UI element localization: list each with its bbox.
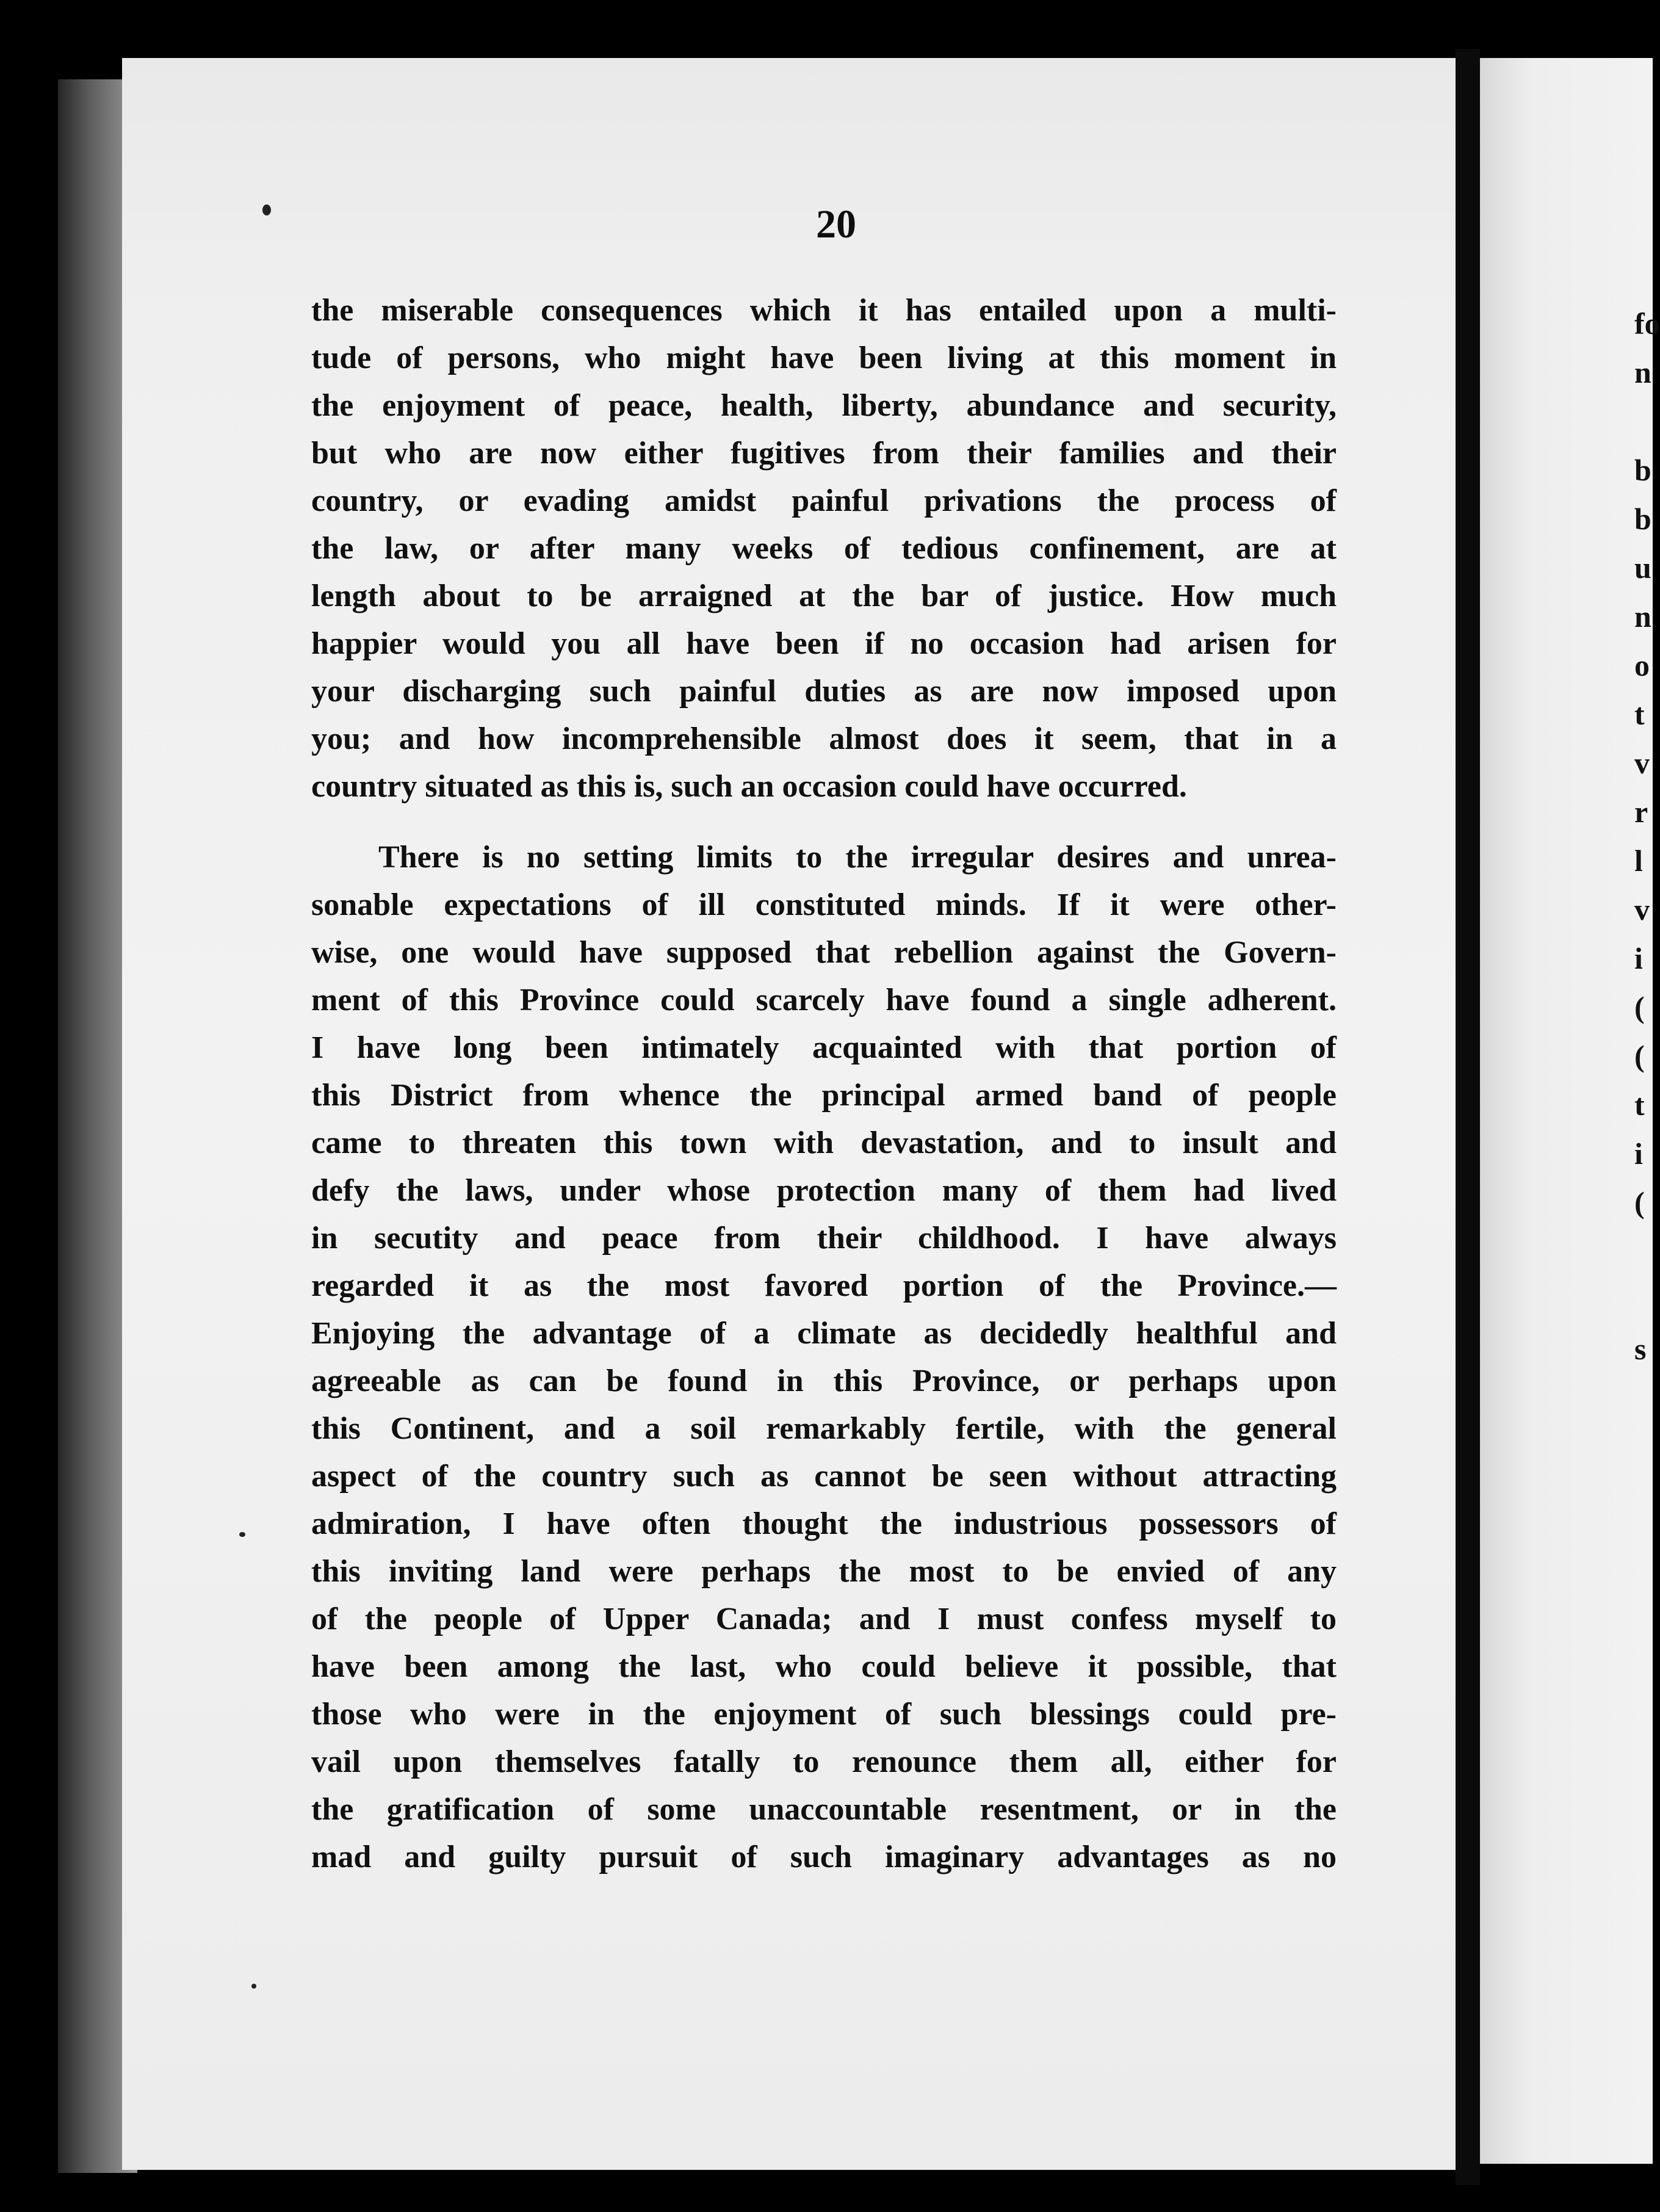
text-line: this District from whence the principal armed band of people (311, 1078, 1337, 1113)
text-line: sonable expectations of ill constituted minds. If it were other- (311, 887, 1337, 922)
text-line: the enjoyment of peace, health, liberty, abundance and security, (311, 388, 1337, 423)
facing-page-letter: l (1634, 844, 1643, 878)
text-line: your discharging such painful duties as are now imposed upon (311, 674, 1337, 709)
text-line: I have long been intimately acquainted with that portion of (311, 1030, 1337, 1065)
facing-page-letter: b (1634, 453, 1651, 487)
facing-page-letter (1634, 397, 1653, 446)
text-line: aspect of the country such as cannot be seen without attracting (311, 1459, 1337, 1494)
text-line: of the people of Upper Canada; and I must confess myself to (311, 1602, 1337, 1636)
facing-page-letter: n (1634, 599, 1651, 634)
text-line: the gratification of some unaccountable resentment, or in the (311, 1792, 1337, 1827)
text-line: the miserable consequences which it has entailed upon a multi- (311, 293, 1337, 328)
text-line: Enjoying the advantage of a climate as decidedly healthful and (311, 1316, 1337, 1351)
text-line: length about to be arraigned at the bar of justice. How much (311, 579, 1337, 613)
facing-page-text-fragments (1634, 299, 1660, 1373)
text-line: regarded it as the most favored portion of the Province.— (311, 1268, 1337, 1303)
ink-speck (251, 1984, 256, 1989)
text-line: There is no setting limits to the irregular desires and unrea- (378, 840, 1337, 875)
facing-page-letter: t (1634, 697, 1645, 731)
facing-page-letter: o (1634, 648, 1650, 682)
text-line: came to threaten this town with devastation, and to insult and (311, 1126, 1337, 1160)
facing-page-letter (1634, 1227, 1653, 1276)
text-line: the law, or after many weeks of tedious confinement, are at (311, 531, 1337, 566)
text-line: agreeable as can be found in this Province, or perhaps upon (311, 1364, 1337, 1398)
text-line: defy the laws, under whose protection many of them had lived (311, 1173, 1337, 1208)
facing-page-letter: ( (1634, 1039, 1645, 1073)
text-line: country, or evading amidst painful privations the process of (311, 483, 1337, 518)
page-number: 20 (816, 202, 856, 247)
text-line: ment of this Province could scarcely have found a single adherent. (311, 983, 1337, 1017)
ink-speck (262, 204, 271, 215)
text-line: this Continent, and a soil remarkably fertile, with the general (311, 1411, 1337, 1446)
text-line: admiration, I have often thought the industrious possessors of (311, 1506, 1337, 1541)
text-line: country situated as this is, such an occasion could have occurred. (311, 769, 1187, 804)
facing-page-letter: i (1634, 941, 1643, 975)
facing-page-letter: v (1634, 746, 1650, 780)
facing-page-letter: ( (1634, 990, 1645, 1024)
book-gutter (1456, 49, 1480, 2185)
paragraph (311, 287, 1337, 811)
facing-page-letter: v (1634, 892, 1650, 927)
facing-page-letter: r (1634, 795, 1648, 829)
text-line: have been among the last, who could believe it possible, that (311, 1649, 1337, 1684)
text-line: you; and how incomprehensible almost does it seem, that in a (311, 721, 1337, 756)
facing-page-letter: u (1634, 551, 1651, 585)
facing-page-letter: t (1634, 1088, 1645, 1122)
facing-page-letter: s (1634, 1332, 1647, 1366)
text-line: happier would you all have been if no occasion had arisen for (311, 626, 1337, 661)
text-line: but who are now either fugitives from their families and their (311, 436, 1337, 471)
text-line: wise, one would have supposed that rebellion against the Govern- (311, 935, 1337, 970)
facing-page-letter: ( (1634, 1185, 1645, 1220)
ink-speck (239, 1532, 245, 1537)
facing-page-letter: i (1634, 1137, 1643, 1171)
text-line: in secutity and peace from their childhood. I have always (311, 1221, 1337, 1256)
facing-page-strip (1480, 58, 1660, 2164)
text-line: vail upon themselves fatally to renounce them all, either for (311, 1744, 1337, 1779)
facing-page-letter: fo (1634, 306, 1660, 341)
page-body-text (311, 287, 1337, 1881)
text-line: those who were in the enjoyment of such blessings could pre- (311, 1697, 1337, 1732)
text-line: mad and guilty pursuit of such imaginary advantages as no (311, 1840, 1337, 1874)
facing-page-letter: b (1634, 502, 1651, 536)
facing-page-letter: n (1634, 355, 1651, 389)
text-line: this inviting land were perhaps the most to be envied of any (311, 1554, 1337, 1589)
text-line: tude of persons, who might have been living at this moment in (311, 341, 1337, 375)
facing-page-letter (1634, 1276, 1653, 1325)
paragraph (311, 834, 1337, 1881)
